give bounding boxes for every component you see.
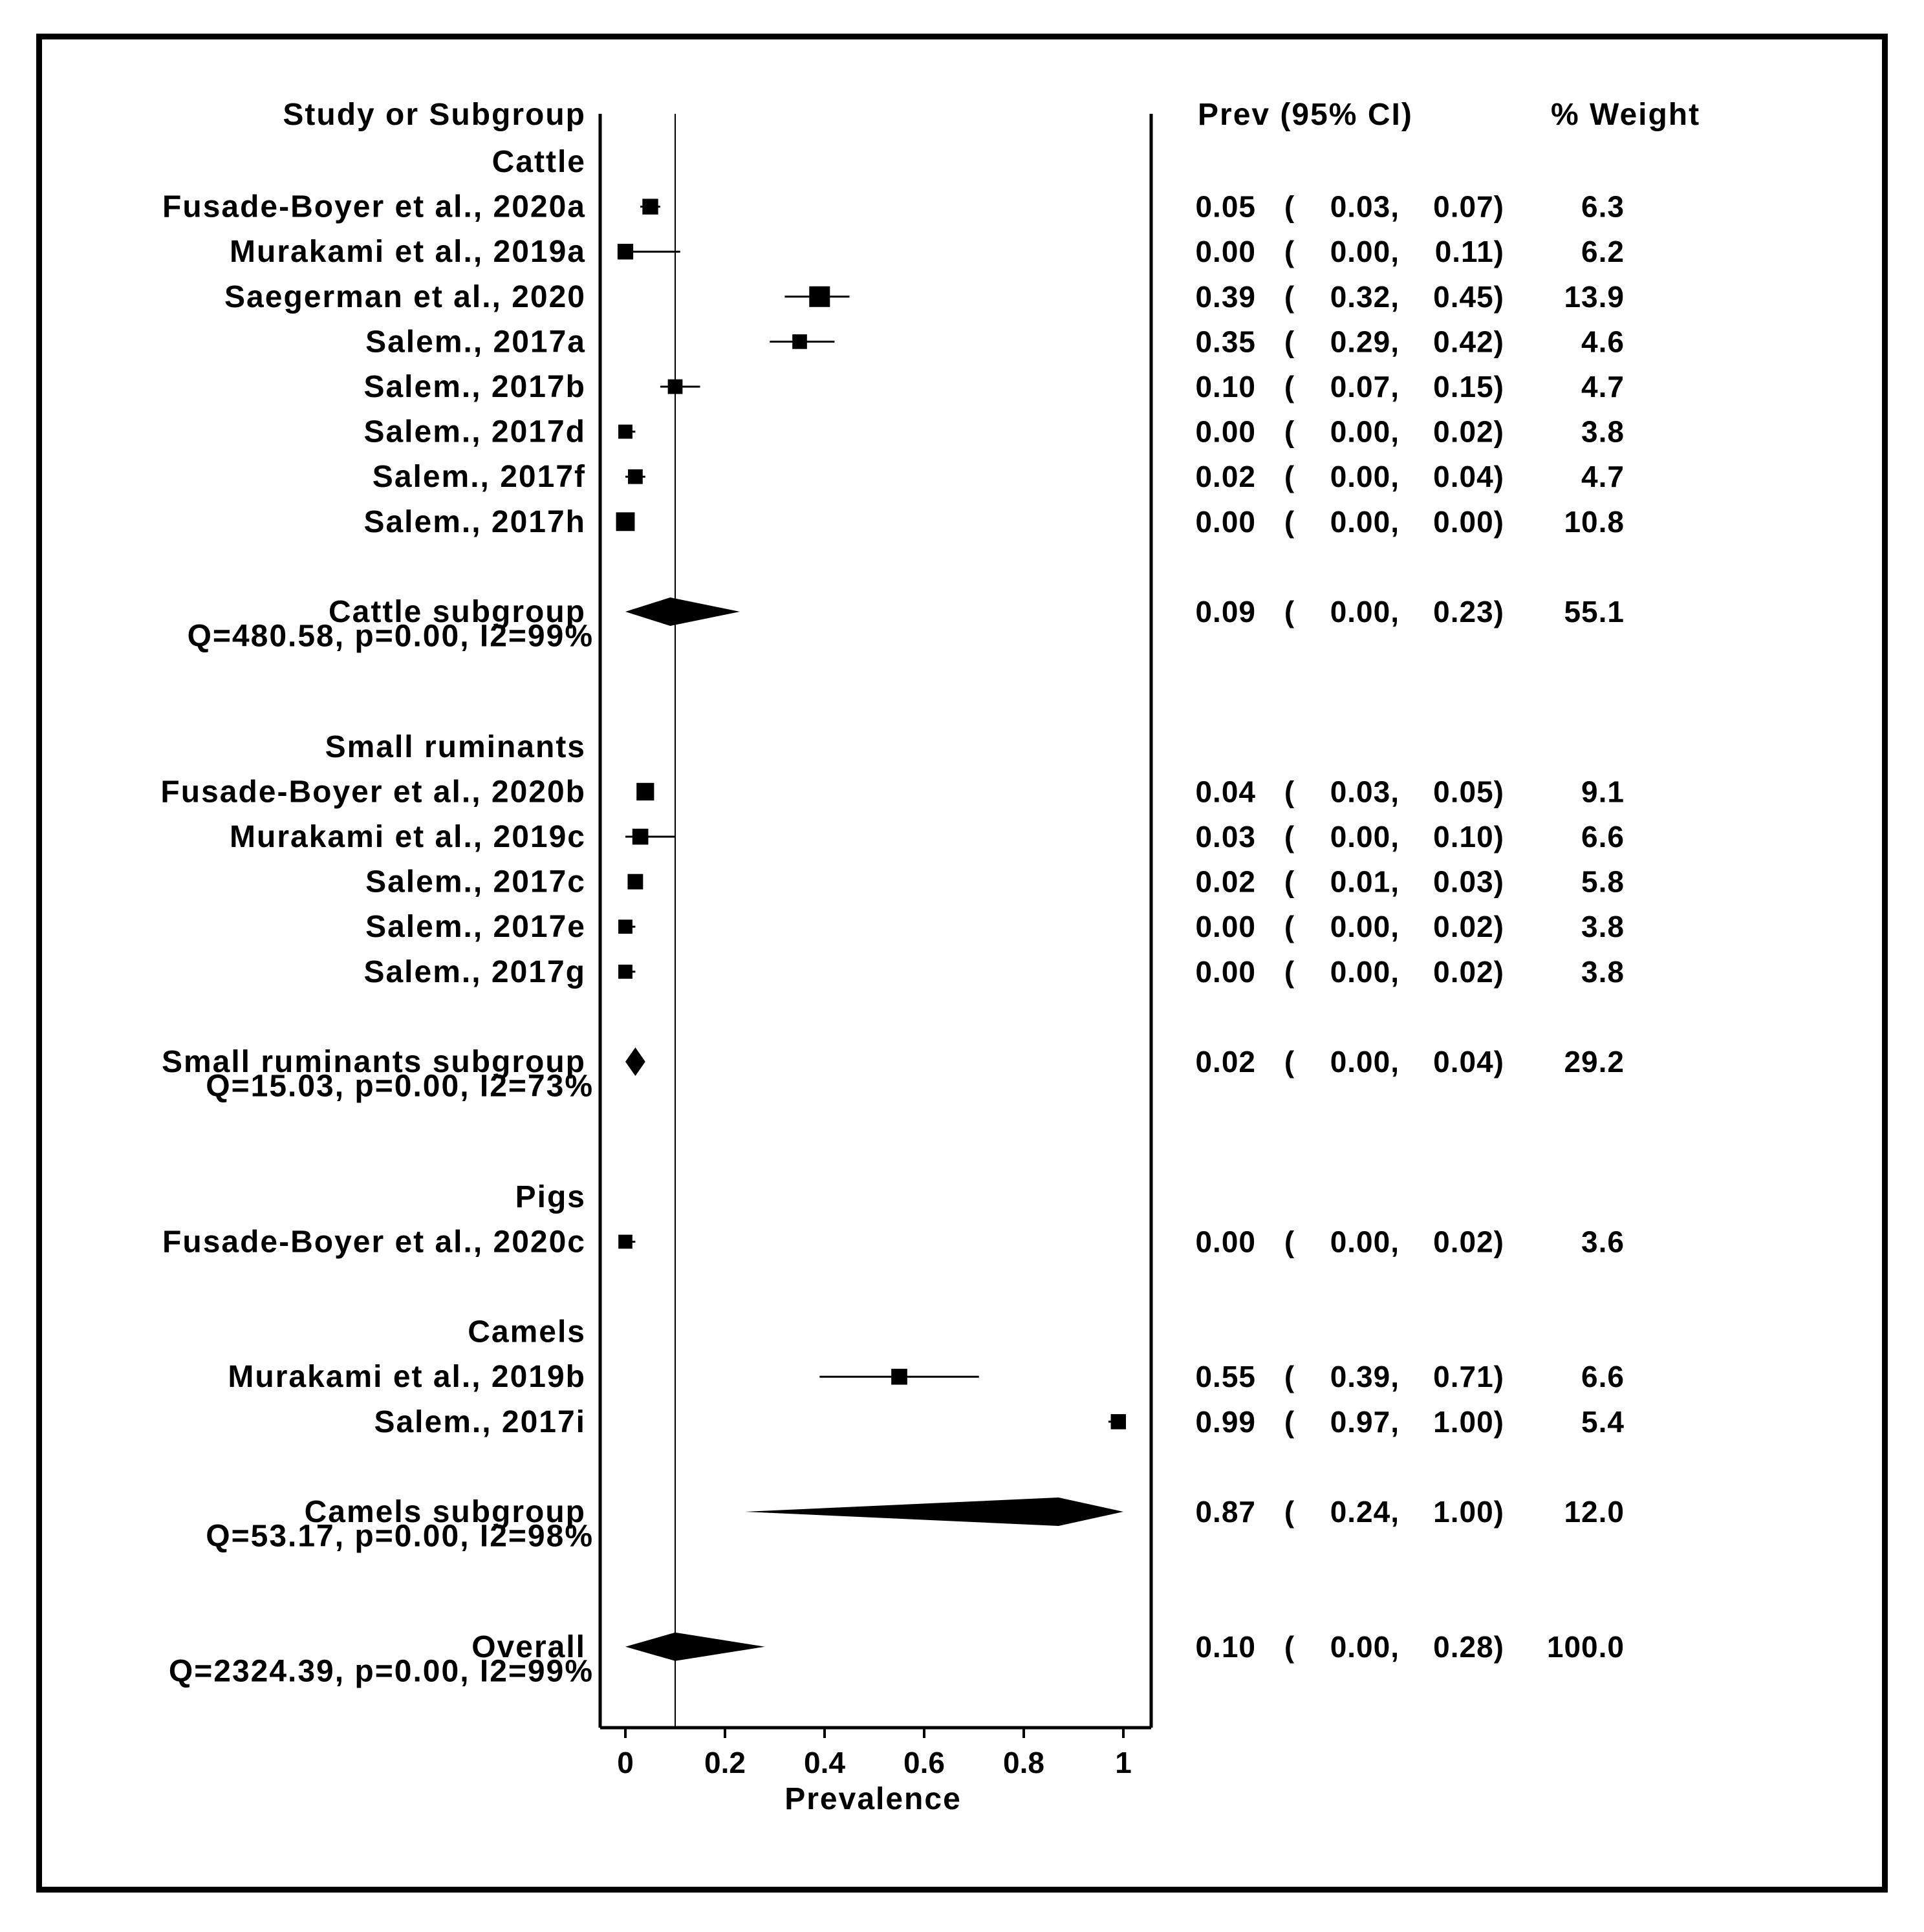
prev-estimate: 0.00 [1195,414,1256,449]
x-tick-label: 0.6 [903,1746,945,1779]
ci-upper: 0.02) [1433,910,1504,944]
weight-value: 6.6 [1581,1360,1625,1394]
ci-lower: 0.03, [1330,775,1400,809]
pooled-estimate-diamond [745,1497,1123,1526]
ci-open-paren: ( [1284,954,1295,989]
x-tick-label: 0 [617,1746,634,1779]
header-study: Study or Subgroup [283,98,586,132]
study-estimate-square [809,286,830,307]
study-estimate-square [891,1369,907,1385]
study-label: Fusade-Boyer et al., 2020c [162,1225,586,1260]
study-estimate-square [618,244,633,259]
study-label: Salem., 2017f [372,460,586,495]
ci-lower: 0.24, [1330,1495,1400,1529]
group-label: Pigs [515,1179,586,1214]
ci-upper: 0.02) [1433,954,1504,989]
group-label: Small ruminants [325,729,586,764]
prev-estimate: 0.09 [1195,595,1256,628]
weight-value: 55.1 [1564,595,1625,628]
study-estimate-square [618,1235,632,1249]
ci-open-paren: ( [1284,910,1295,944]
prev-estimate: 0.10 [1195,1629,1256,1664]
ci-lower: 0.00, [1330,595,1400,628]
study-label: Salem., 2017e [365,910,586,945]
header-prev: Prev (95% CI) [1198,98,1413,132]
weight-value: 5.4 [1581,1404,1625,1439]
ci-lower: 0.32, [1330,279,1400,314]
ci-open-paren: ( [1284,820,1295,853]
heterogeneity-stat: Q=2324.39, p=0.00, I2=99% [168,1654,594,1689]
ci-upper: 0.02) [1433,414,1504,449]
study-estimate-square [628,469,643,484]
study-label: Salem., 2017i [374,1404,586,1439]
ci-upper: 0.28) [1433,1629,1504,1664]
ci-lower: 0.00, [1330,820,1400,853]
weight-value: 6.6 [1581,820,1625,853]
heterogeneity-stat: Q=480.58, p=0.00, I2=99% [187,619,594,654]
prev-estimate: 0.55 [1195,1360,1256,1394]
study-label: Salem., 2017d [363,414,586,449]
x-tick-label: 0.4 [804,1746,845,1779]
weight-value: 6.2 [1581,235,1625,269]
ci-upper: 0.00) [1433,504,1504,539]
study-label: Saegerman et al., 2020 [224,279,586,314]
weight-value: 13.9 [1564,279,1625,314]
ci-open-paren: ( [1284,460,1295,494]
ci-upper: 0.23) [1433,595,1504,628]
weight-value: 4.7 [1581,460,1625,494]
ci-lower: 0.00, [1330,1225,1400,1259]
pooled-estimate-diamond [625,1047,645,1076]
ci-lower: 0.00, [1330,460,1400,494]
weight-value: 9.1 [1581,775,1625,809]
heterogeneity-stat: Q=53.17, p=0.00, I2=98% [206,1519,594,1554]
ci-lower: 0.07, [1330,370,1400,403]
study-label: Salem., 2017a [365,325,586,360]
study-label: Salem., 2017c [365,864,586,899]
weight-value: 100.0 [1546,1629,1625,1664]
weight-value: 3.8 [1581,954,1625,989]
ci-lower: 0.97, [1330,1404,1400,1439]
pooled-estimate-diamond [625,597,740,626]
ci-open-paren: ( [1284,1045,1295,1079]
weight-value: 4.7 [1581,370,1625,403]
prev-estimate: 0.02 [1195,1045,1256,1079]
study-estimate-square [618,919,632,934]
study-estimate-square [618,425,632,439]
study-label: Salem., 2017g [363,954,586,989]
ci-lower: 0.00, [1330,504,1400,539]
ci-upper: 0.11) [1434,235,1504,269]
ci-open-paren: ( [1284,414,1295,449]
prev-estimate: 0.05 [1195,189,1256,224]
study-estimate-square [642,199,658,214]
prev-estimate: 0.87 [1195,1495,1256,1529]
ci-lower: 0.00, [1330,235,1400,269]
ci-upper: 0.45) [1433,279,1504,314]
study-estimate-square [632,829,649,845]
prev-estimate: 0.00 [1195,504,1256,539]
prev-estimate: 0.35 [1195,325,1256,359]
ci-upper: 0.05) [1433,775,1504,809]
weight-value: 3.8 [1581,414,1625,449]
weight-value: 10.8 [1564,504,1625,539]
prev-estimate: 0.00 [1195,235,1256,269]
ci-upper: 1.00) [1433,1404,1504,1439]
ci-upper: 0.07) [1433,189,1504,224]
weight-value: 3.8 [1581,910,1625,944]
ci-open-paren: ( [1284,1225,1295,1259]
ci-lower: 0.00, [1330,414,1400,449]
ci-lower: 0.00, [1330,910,1400,944]
ci-upper: 1.00) [1433,1495,1504,1529]
study-label: Murakami et al., 2019a [230,235,586,270]
weight-value: 29.2 [1564,1045,1625,1079]
ci-lower: 0.03, [1330,189,1400,224]
weight-value: 6.3 [1581,189,1625,224]
subgroup-label: Overall [471,1629,586,1664]
prev-estimate: 0.10 [1195,370,1256,403]
prev-estimate: 0.04 [1195,775,1256,809]
ci-upper: 0.04) [1433,1045,1504,1079]
ci-open-paren: ( [1284,370,1295,403]
ci-upper: 0.04) [1433,460,1504,494]
ci-lower: 0.00, [1330,1045,1400,1079]
subgroup-label: Camels subgroup [304,1495,586,1529]
ci-open-paren: ( [1284,279,1295,314]
study-estimate-square [627,874,643,890]
ci-lower: 0.00, [1330,954,1400,989]
header-weight: % Weight [1551,98,1701,132]
ci-lower: 0.29, [1330,325,1400,359]
prev-estimate: 0.02 [1195,864,1256,899]
group-label: Cattle [492,145,586,179]
study-label: Salem., 2017b [363,370,586,404]
x-tick-label: 1 [1115,1746,1132,1779]
study-label: Salem., 2017h [363,504,586,539]
prev-estimate: 0.03 [1195,820,1256,853]
ci-lower: 0.00, [1330,1629,1400,1664]
study-label: Fusade-Boyer et al., 2020a [162,189,586,224]
prev-estimate: 0.00 [1195,954,1256,989]
x-tick-label: 0.8 [1003,1746,1044,1779]
ci-open-paren: ( [1284,1495,1295,1529]
prev-estimate: 0.39 [1195,279,1256,314]
prev-estimate: 0.99 [1195,1404,1256,1439]
x-axis-label: Prevalence [784,1782,962,1816]
study-estimate-square [636,783,654,800]
ci-open-paren: ( [1284,189,1295,224]
prev-estimate: 0.00 [1195,1225,1256,1259]
subgroup-label: Cattle subgroup [329,595,586,629]
ci-upper: 0.15) [1433,370,1504,403]
ci-upper: 0.42) [1433,325,1504,359]
ci-upper: 0.02) [1433,1225,1504,1259]
study-label: Murakami et al., 2019b [228,1360,586,1395]
ci-open-paren: ( [1284,1404,1295,1439]
ci-open-paren: ( [1284,1629,1295,1664]
subgroup-label: Small ruminants subgroup [161,1045,586,1079]
study-estimate-square [1111,1414,1126,1429]
ci-upper: 0.10) [1433,820,1504,853]
pooled-estimate-diamond [625,1633,765,1661]
ci-open-paren: ( [1284,775,1295,809]
ci-lower: 0.39, [1330,1360,1400,1394]
study-estimate-square [616,512,635,531]
ci-open-paren: ( [1284,235,1295,269]
study-label: Fusade-Boyer et al., 2020b [160,775,586,810]
prev-estimate: 0.02 [1195,460,1256,494]
weight-value: 12.0 [1564,1495,1625,1529]
ci-lower: 0.01, [1330,864,1400,899]
group-label: Camels [468,1315,586,1349]
weight-value: 5.8 [1581,864,1625,899]
ci-upper: 0.71) [1433,1360,1504,1394]
x-tick-label: 0.2 [704,1746,746,1779]
ci-open-paren: ( [1284,325,1295,359]
x-axis [600,114,1151,1779]
plot-rows [160,145,1625,1688]
prev-estimate: 0.00 [1195,910,1256,944]
ci-open-paren: ( [1284,504,1295,539]
weight-value: 3.6 [1581,1225,1625,1259]
weight-value: 4.6 [1581,325,1625,359]
ci-open-paren: ( [1284,595,1295,628]
ci-open-paren: ( [1284,864,1295,899]
ci-upper: 0.03) [1433,864,1504,899]
study-label: Murakami et al., 2019c [230,820,586,854]
heterogeneity-stat: Q=15.03, p=0.00, I2=73% [206,1069,594,1104]
study-estimate-square [792,334,807,349]
ci-open-paren: ( [1284,1360,1295,1394]
study-estimate-square [618,965,632,979]
